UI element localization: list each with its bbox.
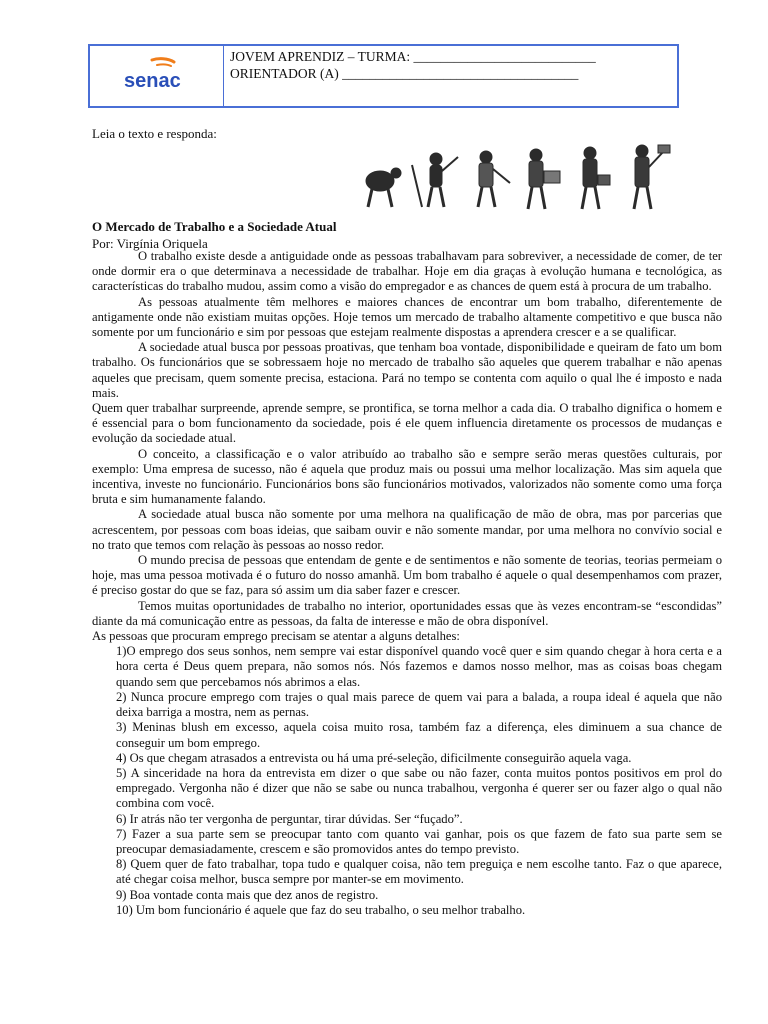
article-body: [92, 249, 722, 918]
paragraph: O trabalho existe desde a antiguidade onde as pessoas trabalhavam para sobreviver, a necessidade de comer, de ter onde dormir era o que determinava a necessidade de trabalhar. Hoje em dia graças à evolução humana e tecnológica, as características do trabalho mudou, assim como a visão do empregador e as chances de quem está à procura de um trabalho.: [92, 249, 722, 294]
article-title: O Mercado de Trabalho e a Sociedade Atual: [92, 219, 337, 234]
list-item: 2) Nunca procure emprego com trajes o qual mais parece de quem vai para a balada, a roupa ideal é aquela que não deixa barriga a mostra, nem as pernas.: [116, 689, 722, 720]
paragraph: Quem quer trabalhar surpreende, aprende sempre, se prontifica, se torna melhor a cada dia. O trabalho dignifica o homem e é essencial para o bom funcionamento da sociedade, pois é ele quem influencia diretamente os processos de mudanças e evolução da sociedade atual.: [92, 401, 722, 446]
senac-logo: [122, 56, 192, 96]
paragraph: O mundo precisa de pessoas que entendam de gente e de sentimentos e não somente de teorias, teorias permeiam o hoje, mas uma pessoa motivada é o futuro do nosso amanhã. Um bom trabalho é aquele o qual desempenhamos com prazer, é preciso gostar do que se faz, para só assim um dia saber fazer e crescer.: [92, 553, 722, 598]
header-table: [88, 44, 679, 108]
article-author: Por: Virgínia Oriquela: [92, 236, 208, 251]
list-item: 5) A sinceridade na hora da entrevista em dizer o que sabe ou não fazer, conta muitos pontos positivos em prol do empregado. Vergonha não é dizer que não se sabe ou nunca trabalhou, vergonha é querer ser ou fazer algo o qual não combina com você.: [116, 765, 722, 811]
list-item: 9) Boa vontade conta mais que dez anos de registro.: [116, 887, 379, 902]
list-item: 10) Um bom funcionário é aquele que faz do seu trabalho, o seu melhor trabalho.: [116, 902, 526, 917]
paragraph: A sociedade atual busca não somente por uma melhora na qualificação de mão de obra, mas por parcerias que acrescentem, por pessoas com boas ideias, que saibam ouvir e não somente mandar, por uma melhora no convívio social e no trato que temos com relação às pessoas ao nosso redor.: [92, 507, 722, 552]
logo-text: senac: [123, 70, 181, 92]
list-item: 4) Os que chegam atrasados a entrevista ou há uma pré-seleção, dificilmente conseguirão aquela vaga.: [116, 750, 632, 765]
instruction-text: Leia o texto e responda:: [92, 126, 217, 141]
list-item: 7) Fazer a sua parte sem se preocupar tanto com quanto vai ganhar, pois os que fazem de fato sua parte sem se preocupar demasiadamente, crescem e são promovidos antes do tempo previsto.: [116, 826, 722, 856]
paragraph: O conceito, a classificação e o valor atribuído ao trabalho são e sempre serão meras questões culturais, por exemplo: Uma empresa de sucesso, não é aquela que produz mais ou possui uma melhor localização. Mas sim aquela que incentiva, investe no funcionário. Funcionários bons são funcionários motivados, valorizados não somente como uma força bruta e sim humanamente falando.: [92, 446, 722, 507]
info-cell: [224, 46, 602, 106]
list-item: 6) Ir atrás não ter vergonha de perguntar, tirar dúvidas. Ser “fuçado”.: [116, 811, 463, 826]
advisor-field-line: ORIENTADOR (A) ___________________________________: [230, 66, 579, 81]
tips-list: [92, 644, 722, 918]
list-item: 1)O emprego dos seus sonhos, nem sempre vai estar disponível quando você quer e sim quando chegar à hora certa e a hora certa é Deus quem prepara, não somos nós. Nós fazemos e damos nosso melhor, mas as coisas boas chegam quando sem que percebamos nós abrimos a elas.: [116, 644, 722, 689]
paragraph: As pessoas que procuram emprego precisam se atentar a alguns detalhes:: [92, 629, 460, 644]
paragraph: As pessoas atualmente têm melhores e maiores chances de encontrar um bom trabalho, diferentemente de antigamente onde não existiam muitas opções. Hoje temos um mercado de trabalho altamente competitivo e que busca não somente por um funcionário e sim por pessoas que estejam realmente dispostas a aprendera crescer e a se qualificar.: [92, 294, 722, 340]
paragraph: A sociedade atual busca por pessoas proativas, que tenham boa vontade, disponibilidade e queiram de fato um bom trabalho. Os funcionários que se sobressaem hoje no mercado de trabalho são aqueles que querem trabalhar e não apenas aqueles que precisam, quem somente precisa, estaciona. Pará no tempo se contenta com aquilo o qual lhe é imposto e nada mais.: [92, 340, 722, 400]
class-field-line: JOVEM APRENDIZ – TURMA: ___________________________: [230, 49, 596, 64]
article-heading: [92, 219, 336, 252]
list-item: 8) Quem quer de fato trabalhar, topa tudo e qualquer coisa, não tem preguiça e nem escolhe tanto. Faz o que aparece, até chegar coisa melhor, busca sempre por manter-se em movimento.: [116, 857, 722, 887]
logo-cell: [90, 46, 224, 106]
list-item: 3) Meninas blush em excesso, aquela coisa muito rosa, também faz a diferença, eles diminuem a sua chance de conseguir um bom emprego.: [116, 720, 722, 750]
evolution-of-workers-illustration: [358, 143, 678, 213]
paragraph: Temos muitas oportunidades de trabalho no interior, oportunidades essas que às vezes encontram-se “escondidas” diante da má comunicação entre as pessoas, da falta de interesse e mão de obra disponível.: [92, 598, 722, 628]
